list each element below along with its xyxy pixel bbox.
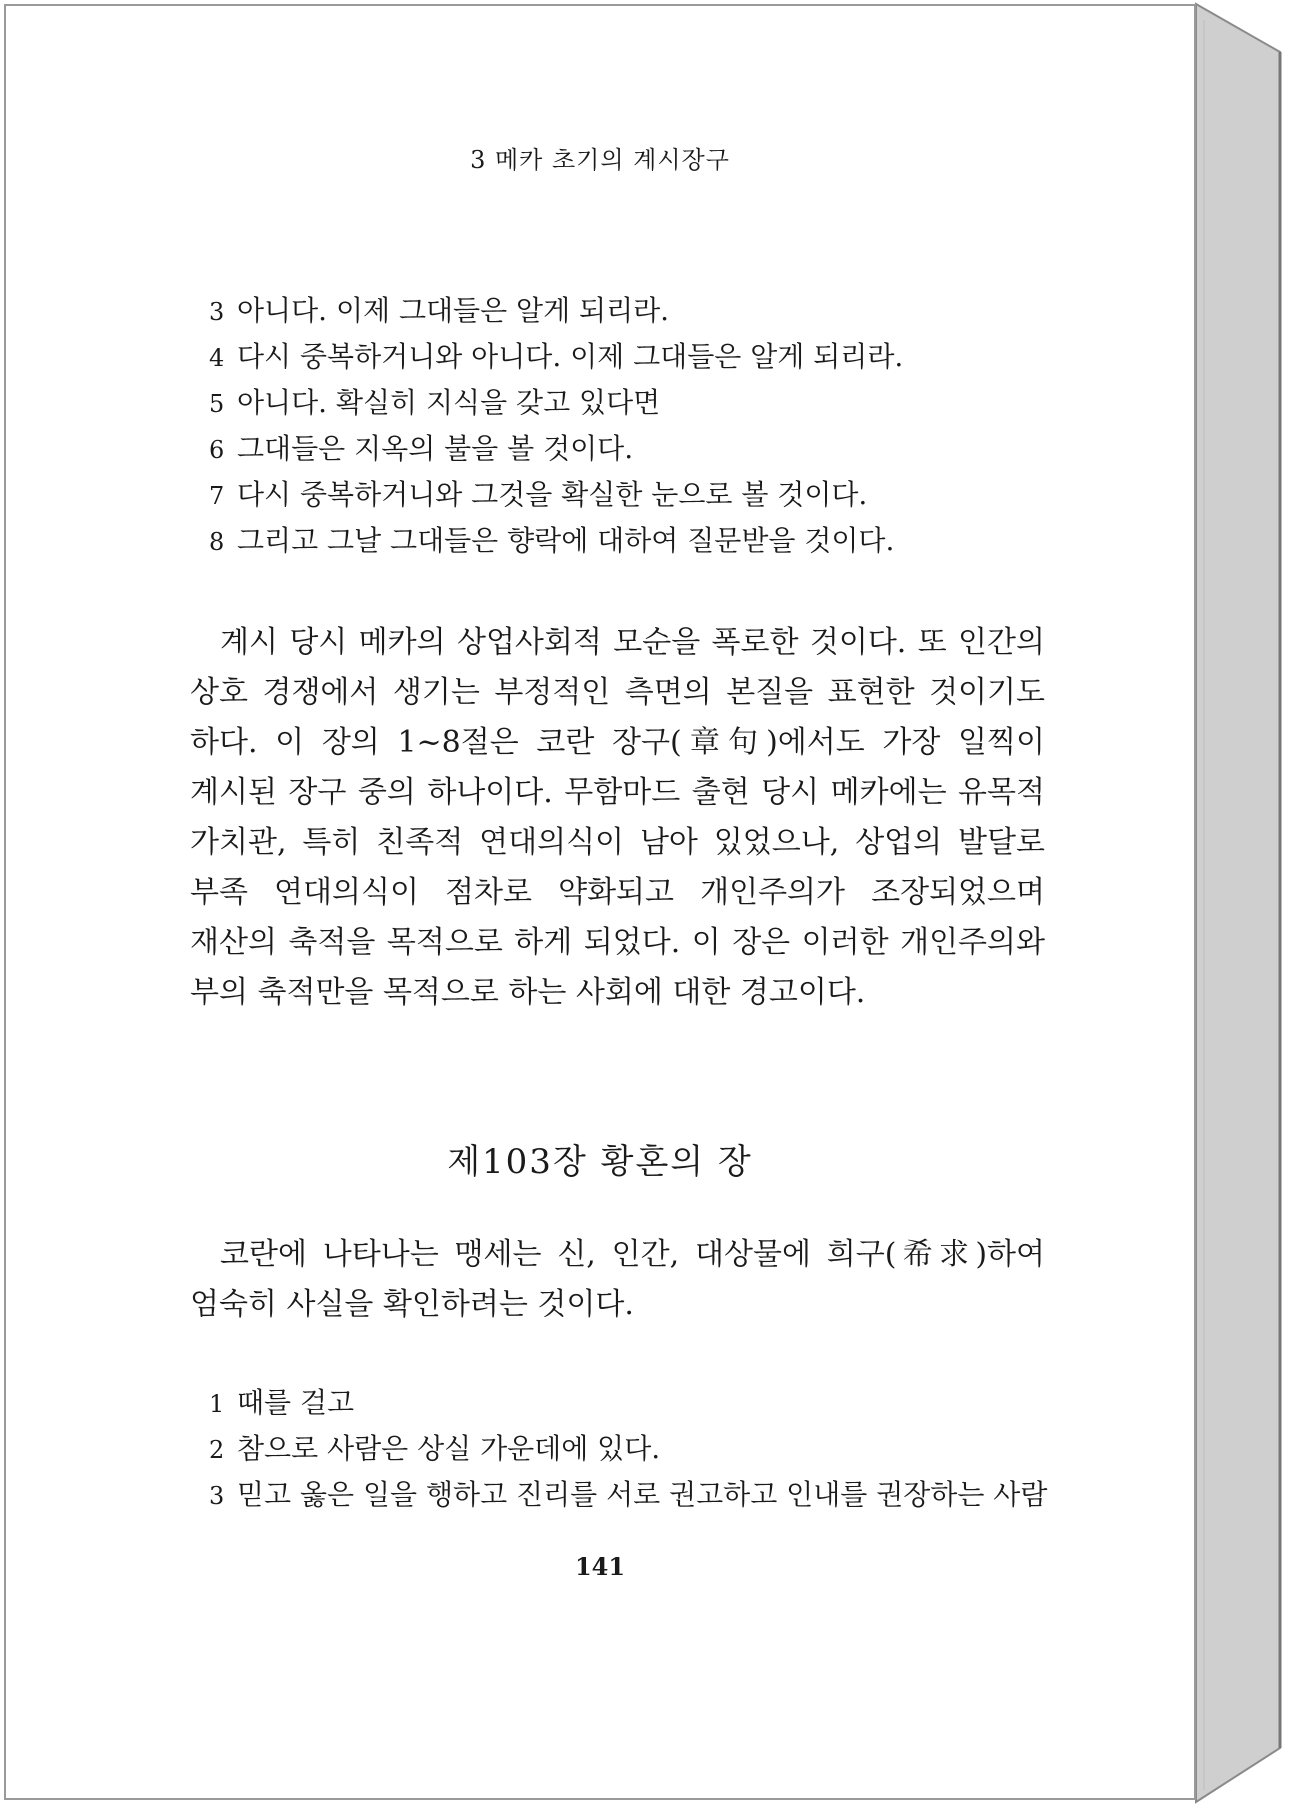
verse-number: 7: [209, 482, 225, 510]
verse-text: 다시 중복하거니와 그것을 확실한 눈으로 볼 것이다.: [237, 478, 868, 511]
intro-paragraph: 코란에 나타나는 맹세는 신, 인간, 대상물에 희구(希求)하여 엄숙히 사실을 확인하려는 것이다.: [190, 1237, 1045, 1322]
verse-text: 믿고 옳은 일을 행하고 진리를 서로 권고하고 인내를 권장하는 사람: [237, 1478, 1048, 1511]
verse-line: [209, 426, 903, 472]
verse-line: [209, 472, 903, 518]
verse-list-top: [209, 288, 903, 564]
running-head: 3 메카 초기의 계시장구: [470, 146, 730, 174]
verse-number: 3: [209, 1482, 225, 1510]
verse-text: 다시 중복하거니와 아니다. 이제 그대들은 알게 되리라.: [237, 340, 904, 373]
book-page: [4, 4, 1196, 1800]
verse-number: 3: [209, 298, 225, 326]
chapter-title: 제103장 황혼의 장: [447, 1142, 753, 1182]
verse-line: [209, 1426, 1047, 1472]
verse-text: 그대들은 지옥의 불을 볼 것이다.: [237, 432, 634, 465]
verse-number: 4: [209, 344, 225, 372]
verse-number: 8: [209, 528, 225, 556]
verse-line: [209, 380, 903, 426]
verse-line: [209, 288, 903, 334]
verse-number: 1: [209, 1390, 225, 1418]
verse-line: [209, 1472, 1047, 1518]
commentary-paragraph: 계시 당시 메카의 상업사회적 모순을 폭로한 것이다. 또 인간의 상호 경쟁에서 생기는 부정적인 측면의 본질을 표현한 것이기도 하다. 이 장의 1~8절은 코란 장구(章句)에서도 가장 일찍이 계시된 장구 중의 하나이다. 무함마드 출현 당시 메카에는 유목적 가치관, 특히 친족적 연대의식이 남아 있었으나, 상업의 발달로 부족 연대의식이 점차로 약화되고 개인주의가 조장되었으며 재산의 축적을 목적으로 하게 되었다. 이 장은 이러한 개인주의와 부의 축적만을 목적으로 하는 사회에 대한 경고이다.: [190, 625, 1045, 1010]
verse-text: 때를 걸고: [237, 1386, 355, 1419]
verse-line: [209, 1380, 1047, 1426]
verse-text: 아니다. 확실히 지식을 갖고 있다면: [237, 386, 661, 419]
verse-text: 그리고 그날 그대들은 향락에 대하여 질문받을 것이다.: [237, 524, 895, 557]
verse-number: 5: [209, 390, 225, 418]
verse-list-bottom: [209, 1380, 1047, 1518]
verse-number: 6: [209, 436, 225, 464]
verse-line: [209, 334, 903, 380]
verse-number: 2: [209, 1436, 225, 1464]
verse-line: [209, 518, 903, 564]
verse-text: 참으로 사람은 상실 가운데에 있다.: [237, 1432, 661, 1465]
page-number: 141: [574, 1552, 626, 1581]
verse-text: 아니다. 이제 그대들은 알게 되리라.: [237, 294, 670, 327]
